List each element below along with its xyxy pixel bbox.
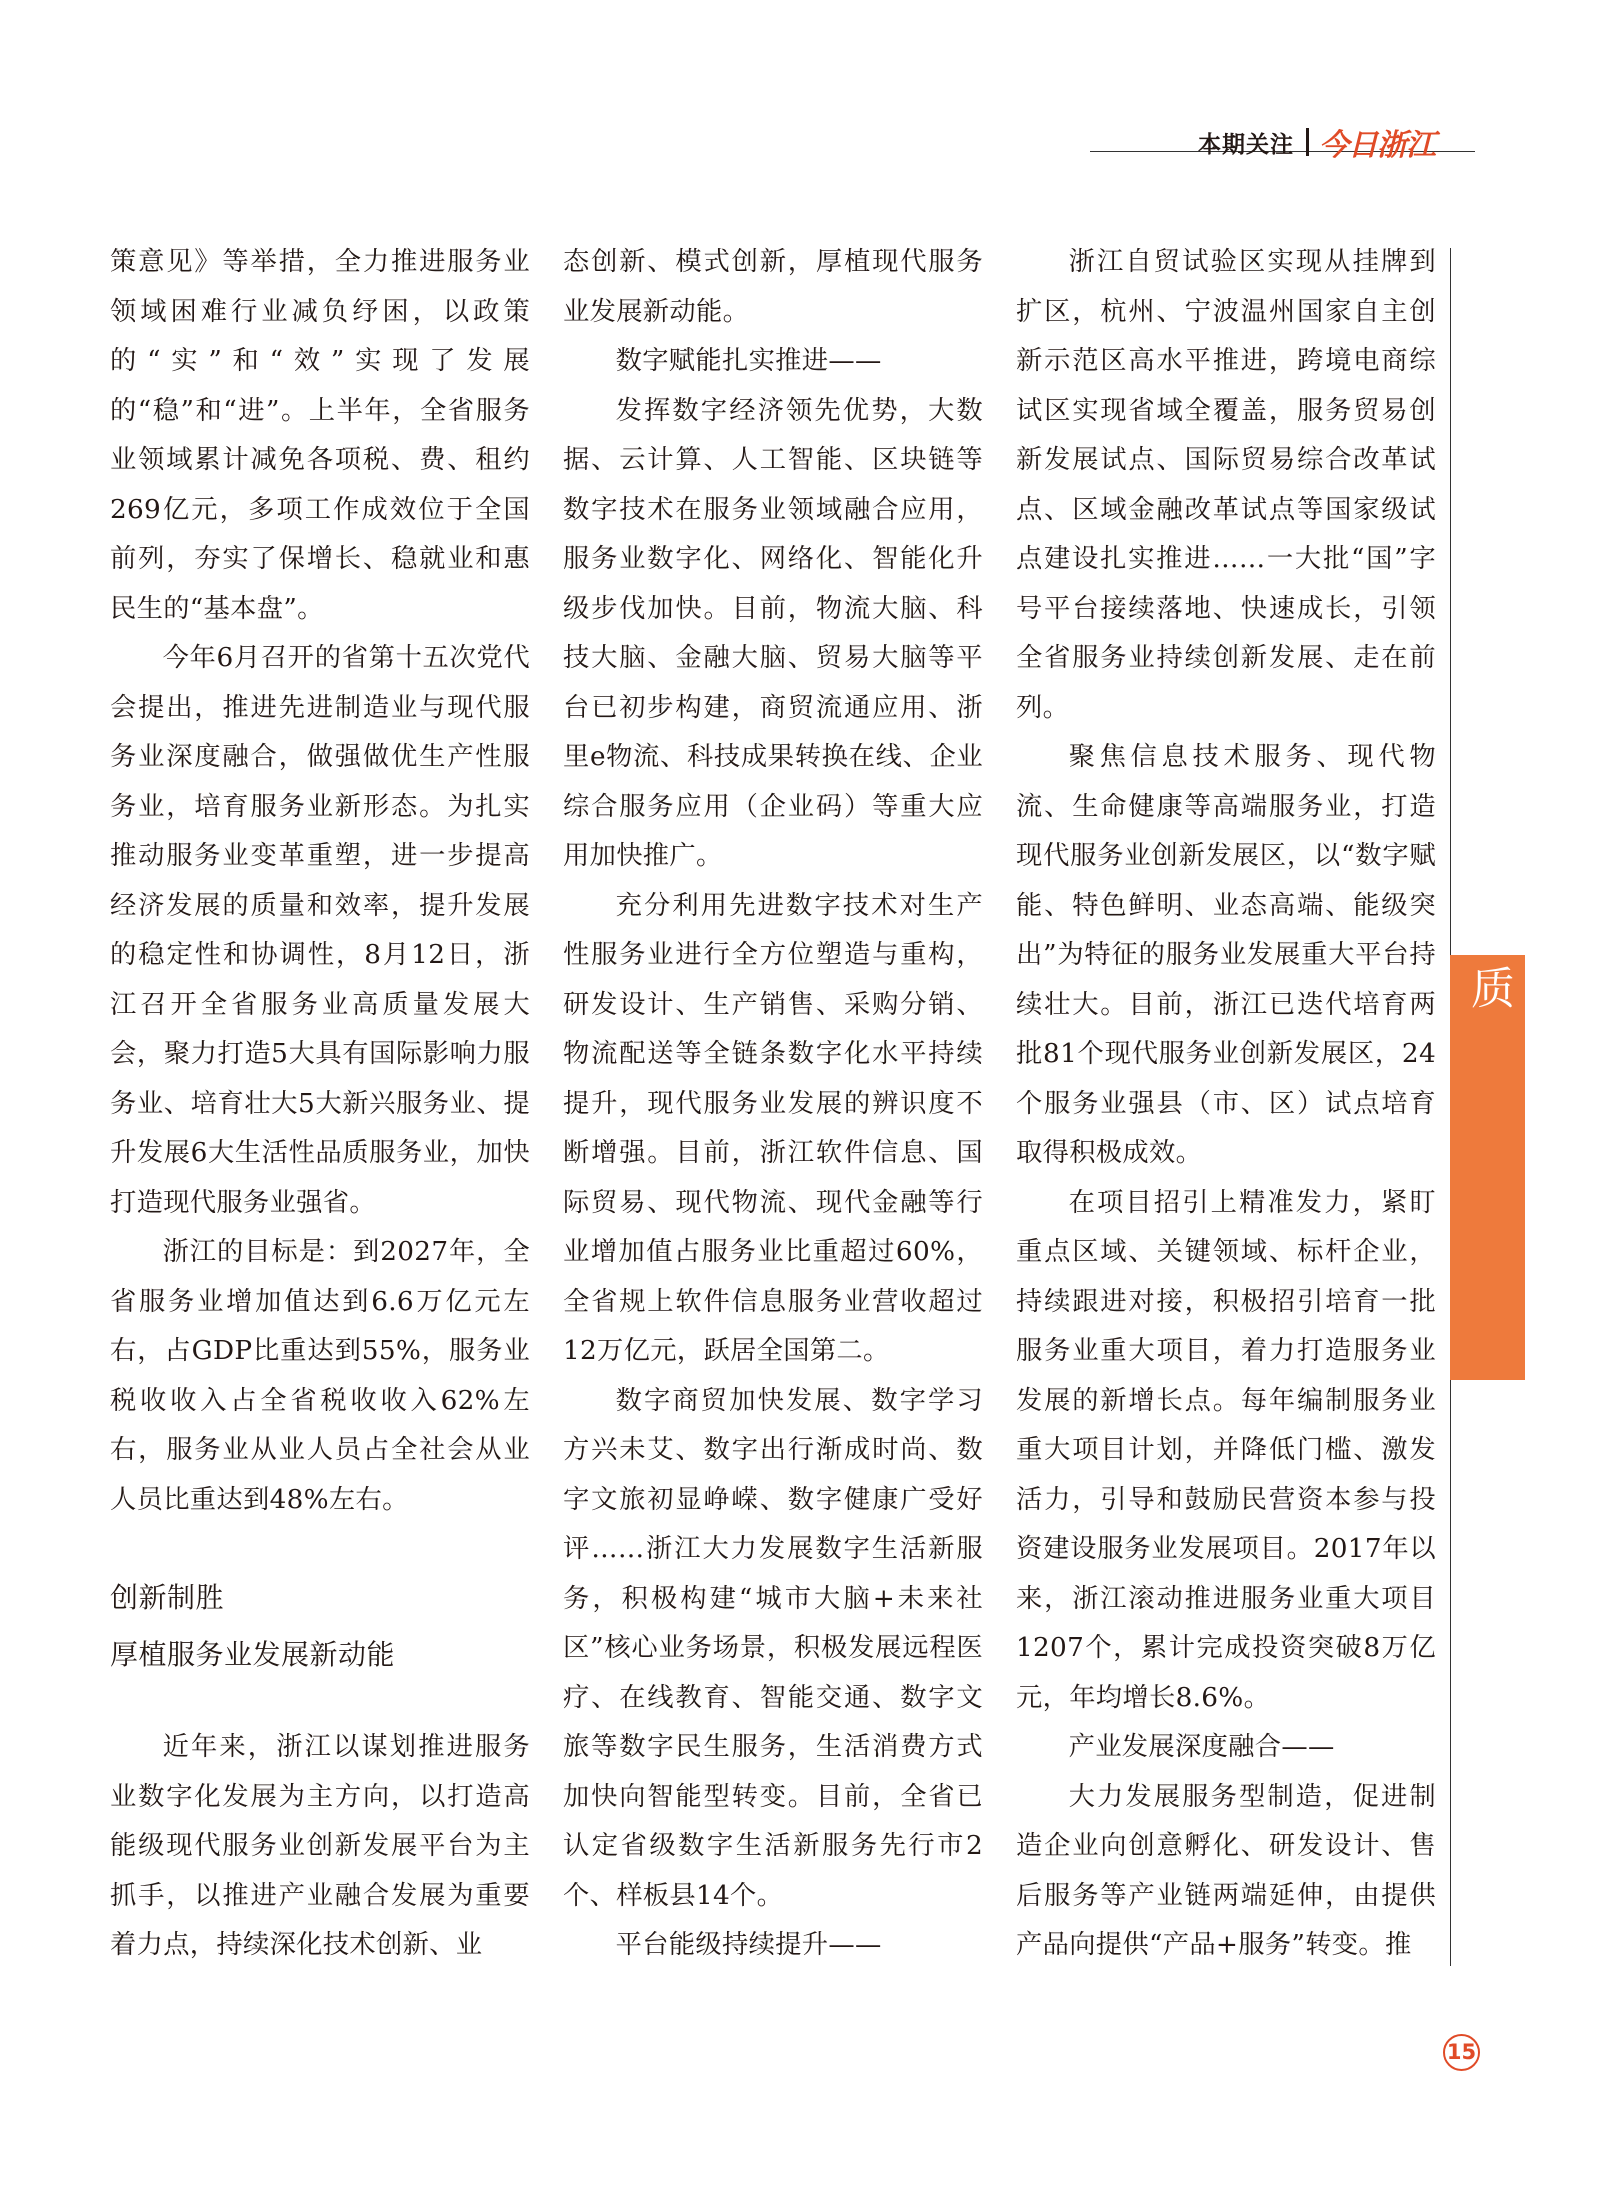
paragraph: 策意见》等举措，全力推进服务业领域困难行业减负纾困，以政策的“实”和“效”实现了发展的“稳”和“进”。上半年，全省服务业领域累计减免各项税、费、租约269亿元，多项工作成效位于全国前列，夯实了保增长、稳就业和惠民生的“基本盘”。 bbox=[110, 247, 530, 624]
paragraph: 浙江的目标是：到2027年，全省服务业增加值达到6.6万亿元左右，占GDP比重达到55%，服务业税收收入占全省税收收入62%左右，服务业从业人员占全社会从业人员比重达到48%左右。 bbox=[110, 1237, 530, 1515]
column-1 bbox=[110, 238, 530, 1971]
column-2 bbox=[563, 238, 983, 1971]
section-label: 本期关注 bbox=[1198, 131, 1294, 158]
subheading-line-1: 创新制胜 bbox=[110, 1581, 225, 1614]
lead-in-heading: 产业发展深度融合—— bbox=[1068, 1732, 1335, 1762]
side-tag-text: 『浙江服务』稳进提质 bbox=[1463, 965, 1570, 1370]
header-divider bbox=[1306, 128, 1309, 156]
paragraph: 充分利用先进数字技术对生产性服务业进行全方位塑造与重构，研发设计、生产销售、采购分销、物流配送等全链条数字化水平持续提升，现代服务业发展的辨识度不断增强。目前，浙江软件信息、国际贸易、现代物流、现代金融等行业增加值占服务业比重超过60%，全省规上软件信息服务业营收超过12万亿元，跃居全国第二。 bbox=[563, 890, 983, 1366]
paragraph: 发挥数字经济领先优势，大数据、云计算、人工智能、区块链等数字技术在服务业领域融合应用，服务业数字化、网络化、智能化升级步伐加快。目前，物流大脑、科技大脑、金融大脑、贸易大脑等平台已初步构建，商贸流通应用、浙里e物流、科技成果转换在线、企业综合服务应用（企业码）等重大应用加快推广。 bbox=[563, 395, 983, 871]
section-subheading bbox=[110, 1569, 530, 1683]
lead-in-heading: 平台能级持续提升—— bbox=[615, 1930, 882, 1960]
topic-side-tag bbox=[1450, 955, 1570, 1380]
paragraph: 近年来，浙江以谋划推进服务业数字化发展为主方向，以打造高能级现代服务业创新发展平台为主抓手，以推进产业融合发展为重要着力点，持续深化技术创新、业 bbox=[110, 1732, 530, 1960]
magazine-logo: 今日浙江 bbox=[1319, 128, 1435, 163]
paragraph: 大力发展服务型制造，促进制造企业向创意孵化、研发设计、售后服务等产业链两端延伸，由提供产品向提供“产品+服务”转变。推 bbox=[1016, 1781, 1436, 1960]
paragraph: 在项目招引上精准发力，紧盯重点区域、关键领域、标杆企业，持续跟进对接，积极招引培育一批服务业重大项目，着力打造服务业发展的新增长点。每年编制服务业重大项目计划，并降低门槛、激发活力，引导和鼓励民营资本参与投资建设服务业发展项目。2017年以来，浙江滚动推进服务业重大项目1207个，累计完成投资突破8万亿元，年均增长8.6%。 bbox=[1016, 1187, 1436, 1713]
paragraph: 聚焦信息技术服务、现代物流、生命健康等高端服务业，打造现代服务业创新发展区，以“数字赋能、特色鲜明、业态高端、能级突出”为特征的服务业发展重大平台持续壮大。目前，浙江已迭代培育两批81个现代服务业创新发展区，24个服务业强县（市、区）试点培育取得积极成效。 bbox=[1016, 742, 1436, 1168]
paragraph: 数字商贸加快发展、数字学习方兴未艾、数字出行渐成时尚、数字文旅初显峥嵘、数字健康广受好评……浙江大力发展数字生活新服务，积极构建“城市大脑+未来社区”核心业务场景，积极发展远程医疗、在线教育、智能交通、数字文旅等数字民生服务，生活消费方式加快向智能型转变。目前，全省已认定省级数字生活新服务先行市2个、样板县14个。 bbox=[563, 1385, 983, 1911]
paragraph: 浙江自贸试验区实现从挂牌到扩区，杭州、宁波温州国家自主创新示范区高水平推进，跨境电商综试区实现省域全覆盖，服务贸易创新发展试点、国际贸易综合改革试点、区域金融改革试点等国家级试点建设扎实推进……一大批“国”字号平台接续落地、快速成长，引领全省服务业持续创新发展、走在前列。 bbox=[1016, 247, 1436, 723]
page-number: 15 bbox=[1443, 2034, 1480, 2071]
lead-in-heading: 数字赋能扎实推进—— bbox=[615, 346, 882, 376]
column-3 bbox=[1016, 238, 1436, 1971]
paragraph: 态创新、模式创新，厚植现代服务业发展新动能。 bbox=[563, 247, 983, 327]
subheading-line-2: 厚植服务业发展新动能 bbox=[110, 1638, 396, 1671]
page-header bbox=[1198, 124, 1435, 163]
paragraph: 今年6月召开的省第十五次党代会提出，推进先进制造业与现代服务业深度融合，做强做优生产性服务业，培育服务业新形态。为扎实推动服务业变革重塑，进一步提高经济发展的质量和效率，提升发展的稳定性和协调性，8月12日，浙江召开全省服务业高质量发展大会，聚力打造5大具有国际影响力服务业、培育壮大5大新兴服务业、提升发展6大生活性品质服务业，加快打造现代服务业强省。 bbox=[110, 643, 530, 1218]
